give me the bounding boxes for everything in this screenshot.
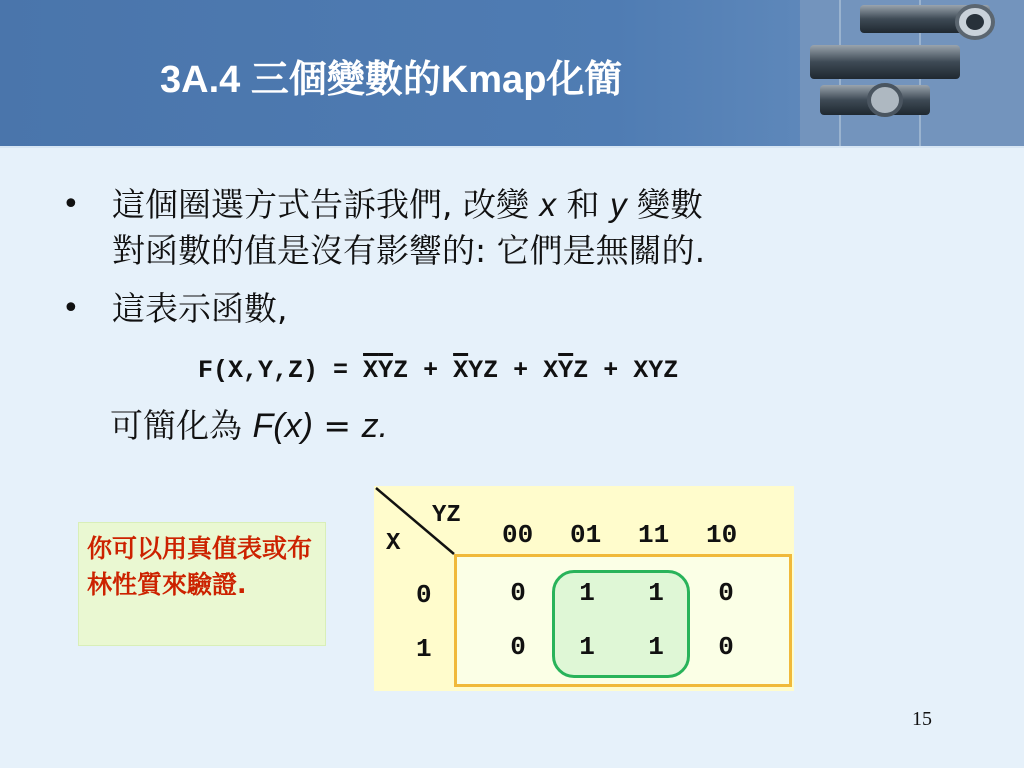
kmap-cell: 1 (648, 578, 664, 608)
simplification-line (110, 400, 388, 447)
bullet-dot-icon: • (62, 187, 80, 222)
complemented-variable: $\overline{Y}$ (558, 356, 574, 385)
bullet-list (62, 182, 962, 332)
variable-x: x (539, 186, 556, 223)
kmap-cell: 0 (718, 632, 734, 662)
minterm (633, 356, 678, 385)
variable: Z (393, 356, 409, 385)
variable: Z (663, 356, 679, 385)
kmap-cell: 0 (510, 578, 526, 608)
page-number: 15 (912, 708, 932, 730)
variable: Z (573, 356, 589, 385)
variable: Y (468, 356, 484, 385)
complemented-variable: $\overline{X}$ (363, 356, 379, 385)
equals-sign: = (312, 406, 362, 445)
plus-sign: + (498, 356, 544, 385)
simplified-function: F(x) (252, 407, 313, 445)
bullet-item-1 (62, 182, 962, 274)
plus-sign: + (588, 356, 634, 385)
decorative-pipes-image (800, 0, 1024, 146)
minterm (543, 356, 588, 385)
kmap-cell: 0 (718, 578, 734, 608)
kmap-column-header: 11 (638, 520, 670, 550)
kmap-row-label: 0 (416, 580, 432, 610)
kmap-cell: 1 (648, 632, 664, 662)
kmap-cell: 0 (510, 632, 526, 662)
function-equation (198, 356, 678, 385)
complemented-variable: $\overline{Y}$ (378, 356, 394, 385)
variable-y: y (609, 186, 627, 223)
kmap-column-header: 00 (502, 520, 534, 550)
simplified-result: z. (361, 407, 389, 445)
kmap-row-label: 1 (416, 634, 432, 664)
verification-note-text: 你可以用真值表或布林性質來驗證. (87, 534, 313, 599)
bullet-text: 這個圈選方式告訴我們, 改變 (112, 185, 540, 224)
bullet-text-line2: 對函數的值是沒有影響的: 它們是無關的. (112, 231, 706, 270)
simplify-prefix: 可簡化為 (110, 406, 253, 445)
plus-sign: + (408, 356, 454, 385)
variable: Z (483, 356, 499, 385)
bullet-item-2 (62, 286, 962, 332)
karnaugh-map (374, 486, 794, 691)
variable: X (543, 356, 559, 385)
kmap-row-variable: X (386, 530, 401, 557)
complemented-variable: $\overline{X}$ (453, 356, 469, 385)
kmap-cell: 1 (579, 632, 595, 662)
kmap-cell: 1 (579, 578, 595, 608)
minterm (363, 356, 408, 385)
variable: Y (648, 356, 664, 385)
bullet-text: 這表示函數, (112, 289, 288, 328)
title-bar (0, 0, 1024, 148)
kmap-column-header: 01 (570, 520, 602, 550)
kmap-column-header: 10 (706, 520, 738, 550)
bullet-text: 變數 (626, 185, 703, 224)
verification-note-box (78, 522, 326, 646)
slide-title: 3A.4 三個變數的Kmap化簡 (160, 59, 623, 101)
variable: X (633, 356, 649, 385)
minterm (453, 356, 498, 385)
kmap-column-variables: YZ (432, 502, 461, 529)
bullet-text: 和 (555, 185, 610, 224)
equation-lhs: F(X,Y,Z) = (198, 356, 364, 385)
bullet-dot-icon: • (62, 291, 80, 326)
